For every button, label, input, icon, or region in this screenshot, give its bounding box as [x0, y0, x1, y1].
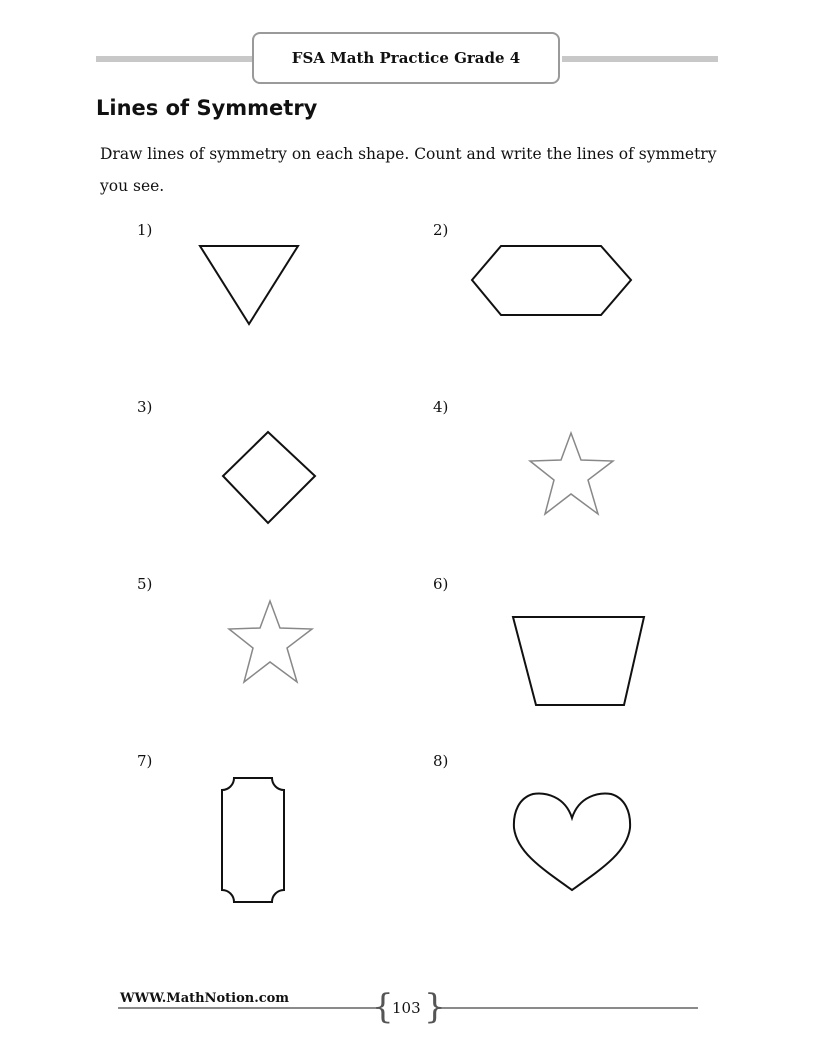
page-number: 103: [392, 999, 421, 1017]
question-8-label: 8): [433, 752, 449, 770]
question-6-label: 6): [433, 575, 449, 593]
footer-right-brace: }: [424, 987, 446, 1027]
instructions: Draw lines of symmetry on each shape. Count and write the lines of symmetry you see.: [100, 145, 717, 195]
page-title: Lines of Symmetry: [96, 96, 318, 120]
question-3-label: 3): [137, 398, 153, 416]
question-3-diamond-shape: [221, 430, 319, 526]
footer-website: WWW.MathNotion.com: [120, 991, 290, 1006]
header-rule-left: [96, 56, 252, 62]
question-2-label: 2): [433, 221, 449, 239]
question-2-hexagon-shape: [470, 244, 634, 318]
question-8-heart-shape: [511, 790, 635, 894]
question-5-star-shape: [227, 598, 317, 686]
footer-rule-left: [118, 1007, 378, 1009]
question-6-trapezoid-shape: [511, 614, 647, 708]
header-rule-right: [562, 56, 718, 62]
question-7-notched-rectangle-shape: [220, 776, 288, 908]
question-1-label: 1): [137, 221, 153, 239]
header-title-box: [252, 32, 560, 84]
question-7-label: 7): [137, 752, 153, 770]
question-4-star-shape: [528, 430, 618, 518]
question-5-label: 5): [137, 575, 153, 593]
question-4-label: 4): [433, 398, 449, 416]
footer-rule-right: [436, 1007, 698, 1009]
header-title: FSA Math Practice Grade 4: [291, 49, 521, 67]
question-1-triangle-shape: [198, 244, 300, 326]
footer-left-brace: {: [372, 987, 394, 1027]
